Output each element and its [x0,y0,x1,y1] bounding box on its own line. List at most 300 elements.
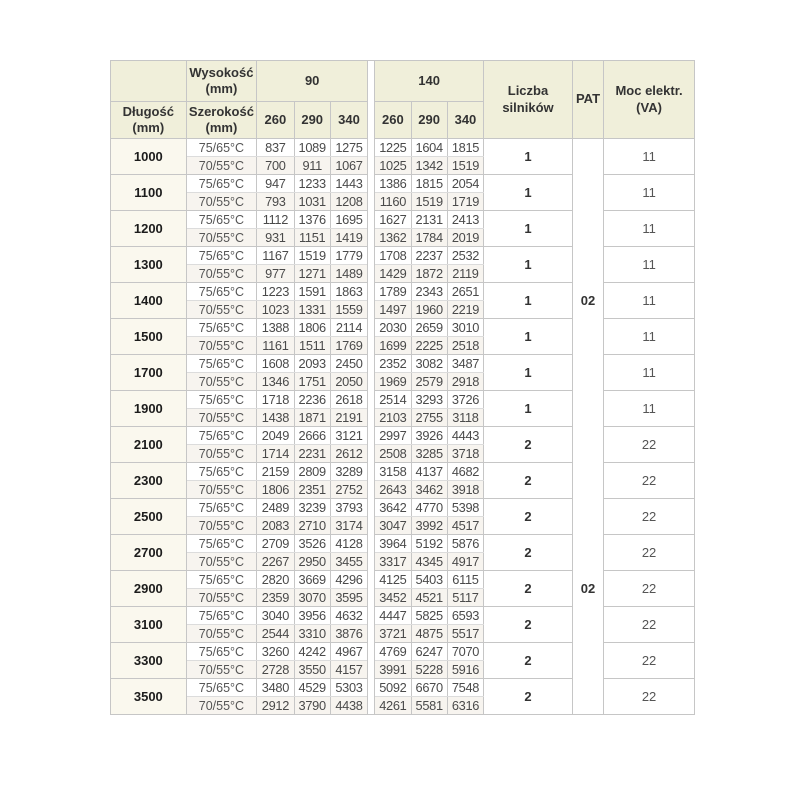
value-cell: 4875 [411,625,447,643]
length-cell: 3500 [111,679,187,715]
temp-cell: 75/65°C [186,571,257,589]
table-row [111,283,695,301]
value-cell: 2710 [294,517,330,535]
value-cell: 2997 [375,427,411,445]
temp-cell: 75/65°C [186,283,257,301]
temp-cell: 75/65°C [186,535,257,553]
value-cell: 5876 [447,535,483,553]
table-row [111,319,695,337]
header-corner-empty [111,61,187,102]
length-cell: 3100 [111,607,187,643]
value-cell: 6316 [447,697,483,715]
value-cell: 3082 [411,355,447,373]
value-cell: 2054 [447,175,483,193]
value-cell: 7070 [447,643,483,661]
temp-cell: 70/55°C [186,517,257,535]
value-cell: 1969 [375,373,411,391]
length-cell: 2500 [111,499,187,535]
value-cell: 1960 [411,301,447,319]
value-cell: 2659 [411,319,447,337]
value-cell: 4137 [411,463,447,481]
table-row [111,607,695,625]
value-cell: 3452 [375,589,411,607]
value-cell: 1871 [294,409,330,427]
group-divider [368,61,375,715]
value-cell: 7548 [447,679,483,697]
value-cell: 977 [257,265,294,283]
value-cell: 1025 [375,157,411,175]
value-cell: 2413 [447,211,483,229]
value-cell: 2912 [257,697,294,715]
value-cell: 1023 [257,301,294,319]
power-cell: 22 [604,571,695,607]
header-width-140-260: 260 [375,102,411,139]
radiator-spec-table-wrap [110,60,695,715]
value-cell: 1067 [330,157,367,175]
value-cell: 2131 [411,211,447,229]
motors-count-cell: 1 [484,391,573,427]
value-cell: 1233 [294,175,330,193]
motors-count-cell: 1 [484,283,573,319]
length-cell: 1900 [111,391,187,427]
value-cell: 2489 [257,499,294,517]
value-cell: 1089 [294,139,330,157]
value-cell: 3964 [375,535,411,553]
value-cell: 4128 [330,535,367,553]
value-cell: 6670 [411,679,447,697]
temp-cell: 70/55°C [186,337,257,355]
motors-count-cell: 2 [484,427,573,463]
table-row [111,499,695,517]
table-row [111,355,695,373]
value-cell: 2618 [330,391,367,409]
temp-cell: 75/65°C [186,607,257,625]
value-cell: 1376 [294,211,330,229]
value-cell: 1872 [411,265,447,283]
value-cell: 2083 [257,517,294,535]
power-cell: 11 [604,247,695,283]
motors-count-cell: 2 [484,571,573,607]
value-cell: 1161 [257,337,294,355]
value-cell: 2352 [375,355,411,373]
value-cell: 2579 [411,373,447,391]
value-cell: 2508 [375,445,411,463]
value-cell: 793 [257,193,294,211]
value-cell: 2219 [447,301,483,319]
value-cell: 2159 [257,463,294,481]
value-cell: 1751 [294,373,330,391]
value-cell: 2918 [447,373,483,391]
value-cell: 2103 [375,409,411,427]
table-row [111,571,695,589]
value-cell: 4443 [447,427,483,445]
value-cell: 2612 [330,445,367,463]
motors-count-cell: 2 [484,607,573,643]
value-cell: 1151 [294,229,330,247]
motors-count-cell: 2 [484,463,573,499]
value-cell: 1331 [294,301,330,319]
value-cell: 2728 [257,661,294,679]
value-cell: 1275 [330,139,367,157]
value-cell: 2019 [447,229,483,247]
temp-cell: 75/65°C [186,427,257,445]
value-cell: 1519 [294,247,330,265]
value-cell: 1815 [411,175,447,193]
value-cell: 3310 [294,625,330,643]
table-row [111,139,695,157]
value-cell: 3642 [375,499,411,517]
value-cell: 2752 [330,481,367,499]
value-cell: 2544 [257,625,294,643]
header-width-90-260: 260 [257,102,294,139]
value-cell: 2755 [411,409,447,427]
value-cell: 3239 [294,499,330,517]
value-cell: 4770 [411,499,447,517]
value-cell: 3956 [294,607,330,625]
value-cell: 3721 [375,625,411,643]
value-cell: 3718 [447,445,483,463]
length-cell: 1700 [111,355,187,391]
value-cell: 2237 [411,247,447,265]
value-cell: 1031 [294,193,330,211]
value-cell: 5825 [411,607,447,625]
motors-count-cell: 2 [484,643,573,679]
motors-count-cell: 1 [484,355,573,391]
value-cell: 1167 [257,247,294,265]
value-cell: 2820 [257,571,294,589]
value-cell: 1443 [330,175,367,193]
value-cell: 837 [257,139,294,157]
header-wysokosc: Wysokość (mm) [186,61,257,102]
temp-cell: 70/55°C [186,625,257,643]
length-cell: 1500 [111,319,187,355]
value-cell: 947 [257,175,294,193]
header-width-90-290: 290 [294,102,330,139]
pat-cell: 02 [572,139,603,463]
value-cell: 2643 [375,481,411,499]
value-cell: 2532 [447,247,483,265]
value-cell: 1714 [257,445,294,463]
header-height-group-140: 140 [375,61,484,102]
value-cell: 2514 [375,391,411,409]
value-cell: 1223 [257,283,294,301]
temp-cell: 70/55°C [186,697,257,715]
value-cell: 1769 [330,337,367,355]
value-cell: 5403 [411,571,447,589]
motors-count-cell: 1 [484,139,573,175]
header-width-140-340: 340 [447,102,483,139]
value-cell: 2351 [294,481,330,499]
temp-cell: 70/55°C [186,661,257,679]
temp-cell: 70/55°C [186,589,257,607]
value-cell: 1160 [375,193,411,211]
power-cell: 22 [604,535,695,571]
value-cell: 5192 [411,535,447,553]
value-cell: 1362 [375,229,411,247]
value-cell: 2359 [257,589,294,607]
value-cell: 1627 [375,211,411,229]
value-cell: 4125 [375,571,411,589]
value-cell: 3121 [330,427,367,445]
temp-cell: 75/65°C [186,643,257,661]
value-cell: 1718 [257,391,294,409]
value-cell: 2651 [447,283,483,301]
value-cell: 3285 [411,445,447,463]
power-cell: 11 [604,355,695,391]
table-row [111,247,695,265]
temp-cell: 75/65°C [186,355,257,373]
value-cell: 1511 [294,337,330,355]
value-cell: 5092 [375,679,411,697]
value-cell: 1386 [375,175,411,193]
length-cell: 1100 [111,175,187,211]
value-cell: 3317 [375,553,411,571]
value-cell: 2114 [330,319,367,337]
value-cell: 3550 [294,661,330,679]
power-cell: 22 [604,499,695,535]
temp-cell: 75/65°C [186,139,257,157]
table-row [111,175,695,193]
value-cell: 3526 [294,535,330,553]
value-cell: 2093 [294,355,330,373]
value-cell: 4261 [375,697,411,715]
temp-cell: 70/55°C [186,445,257,463]
temp-cell: 70/55°C [186,265,257,283]
power-cell: 11 [604,391,695,427]
power-cell: 22 [604,427,695,463]
value-cell: 5117 [447,589,483,607]
table-row [111,535,695,553]
header-dlugosc: Długość (mm) [111,102,187,139]
value-cell: 700 [257,157,294,175]
temp-cell: 75/65°C [186,247,257,265]
motors-count-cell: 2 [484,499,573,535]
value-cell: 3487 [447,355,483,373]
value-cell: 3040 [257,607,294,625]
value-cell: 1497 [375,301,411,319]
value-cell: 4521 [411,589,447,607]
temp-cell: 70/55°C [186,553,257,571]
value-cell: 1429 [375,265,411,283]
value-cell: 3926 [411,427,447,445]
length-cell: 2300 [111,463,187,499]
header-height-group-90: 90 [257,61,368,102]
value-cell: 4917 [447,553,483,571]
value-cell: 4296 [330,571,367,589]
value-cell: 4529 [294,679,330,697]
pat-cell: 02 [572,463,603,715]
value-cell: 3293 [411,391,447,409]
temp-cell: 70/55°C [186,409,257,427]
value-cell: 1779 [330,247,367,265]
value-cell: 3991 [375,661,411,679]
temp-cell: 70/55°C [186,193,257,211]
value-cell: 1806 [294,319,330,337]
table-row [111,391,695,409]
value-cell: 1784 [411,229,447,247]
value-cell: 911 [294,157,330,175]
value-cell: 4517 [447,517,483,535]
value-cell: 4682 [447,463,483,481]
value-cell: 1604 [411,139,447,157]
value-cell: 1863 [330,283,367,301]
value-cell: 3010 [447,319,483,337]
header-moc-elektr: Moc elektr. (VA) [604,61,695,139]
temp-cell: 75/65°C [186,499,257,517]
length-cell: 3300 [111,643,187,679]
value-cell: 2666 [294,427,330,445]
value-cell: 3726 [447,391,483,409]
value-cell: 3790 [294,697,330,715]
value-cell: 2709 [257,535,294,553]
temp-cell: 75/65°C [186,391,257,409]
value-cell: 2231 [294,445,330,463]
power-cell: 11 [604,211,695,247]
header-pat: PAT [572,61,603,139]
power-cell: 22 [604,679,695,715]
value-cell: 6247 [411,643,447,661]
value-cell: 4157 [330,661,367,679]
length-cell: 1300 [111,247,187,283]
value-cell: 931 [257,229,294,247]
motors-count-cell: 1 [484,319,573,355]
length-cell: 2100 [111,427,187,463]
value-cell: 3070 [294,589,330,607]
table-row [111,427,695,445]
value-cell: 2050 [330,373,367,391]
motors-count-cell: 2 [484,535,573,571]
value-cell: 1699 [375,337,411,355]
value-cell: 2049 [257,427,294,445]
value-cell: 3158 [375,463,411,481]
value-cell: 4967 [330,643,367,661]
value-cell: 5303 [330,679,367,697]
value-cell: 1806 [257,481,294,499]
power-cell: 22 [604,643,695,679]
value-cell: 3462 [411,481,447,499]
motors-count-cell: 1 [484,247,573,283]
power-cell: 22 [604,463,695,499]
length-cell: 1200 [111,211,187,247]
header-width-90-340: 340 [330,102,367,139]
value-cell: 3595 [330,589,367,607]
value-cell: 3480 [257,679,294,697]
value-cell: 1388 [257,319,294,337]
value-cell: 1438 [257,409,294,427]
value-cell: 2119 [447,265,483,283]
temp-cell: 70/55°C [186,481,257,499]
value-cell: 1208 [330,193,367,211]
value-cell: 1608 [257,355,294,373]
value-cell: 1815 [447,139,483,157]
table-row [111,211,695,229]
value-cell: 1695 [330,211,367,229]
length-cell: 1400 [111,283,187,319]
power-cell: 11 [604,139,695,175]
value-cell: 3174 [330,517,367,535]
value-cell: 5517 [447,625,483,643]
value-cell: 6115 [447,571,483,589]
value-cell: 3876 [330,625,367,643]
power-cell: 11 [604,175,695,211]
power-cell: 11 [604,319,695,355]
value-cell: 1489 [330,265,367,283]
value-cell: 3260 [257,643,294,661]
value-cell: 1419 [330,229,367,247]
value-cell: 4438 [330,697,367,715]
value-cell: 2225 [411,337,447,355]
value-cell: 4447 [375,607,411,625]
value-cell: 2267 [257,553,294,571]
temp-cell: 75/65°C [186,211,257,229]
value-cell: 5581 [411,697,447,715]
value-cell: 1719 [447,193,483,211]
value-cell: 3918 [447,481,483,499]
value-cell: 3793 [330,499,367,517]
motors-count-cell: 2 [484,679,573,715]
value-cell: 2191 [330,409,367,427]
motors-count-cell: 1 [484,211,573,247]
temp-cell: 70/55°C [186,157,257,175]
value-cell: 2450 [330,355,367,373]
value-cell: 3992 [411,517,447,535]
value-cell: 5398 [447,499,483,517]
value-cell: 3289 [330,463,367,481]
length-cell: 1000 [111,139,187,175]
length-cell: 2700 [111,535,187,571]
value-cell: 1708 [375,247,411,265]
header-liczba-silnikow: Liczba silników [484,61,573,139]
header-szerokosc: Szerokość (mm) [186,102,257,139]
temp-cell: 75/65°C [186,463,257,481]
value-cell: 3669 [294,571,330,589]
table-row [111,679,695,697]
value-cell: 1225 [375,139,411,157]
power-cell: 11 [604,283,695,319]
table-row [111,463,695,481]
temp-cell: 75/65°C [186,319,257,337]
power-cell: 22 [604,607,695,643]
value-cell: 2343 [411,283,447,301]
value-cell: 4632 [330,607,367,625]
temp-cell: 70/55°C [186,301,257,319]
value-cell: 2809 [294,463,330,481]
value-cell: 1346 [257,373,294,391]
temp-cell: 75/65°C [186,679,257,697]
value-cell: 5228 [411,661,447,679]
value-cell: 2236 [294,391,330,409]
table-row [111,643,695,661]
value-cell: 1519 [411,193,447,211]
temp-cell: 75/65°C [186,175,257,193]
value-cell: 5916 [447,661,483,679]
value-cell: 4345 [411,553,447,571]
radiator-spec-table [110,60,695,715]
value-cell: 1112 [257,211,294,229]
value-cell: 4242 [294,643,330,661]
value-cell: 2518 [447,337,483,355]
value-cell: 1519 [447,157,483,175]
motors-count-cell: 1 [484,175,573,211]
temp-cell: 70/55°C [186,229,257,247]
value-cell: 3118 [447,409,483,427]
value-cell: 3455 [330,553,367,571]
value-cell: 2030 [375,319,411,337]
header-width-140-290: 290 [411,102,447,139]
value-cell: 1591 [294,283,330,301]
value-cell: 1271 [294,265,330,283]
value-cell: 1559 [330,301,367,319]
